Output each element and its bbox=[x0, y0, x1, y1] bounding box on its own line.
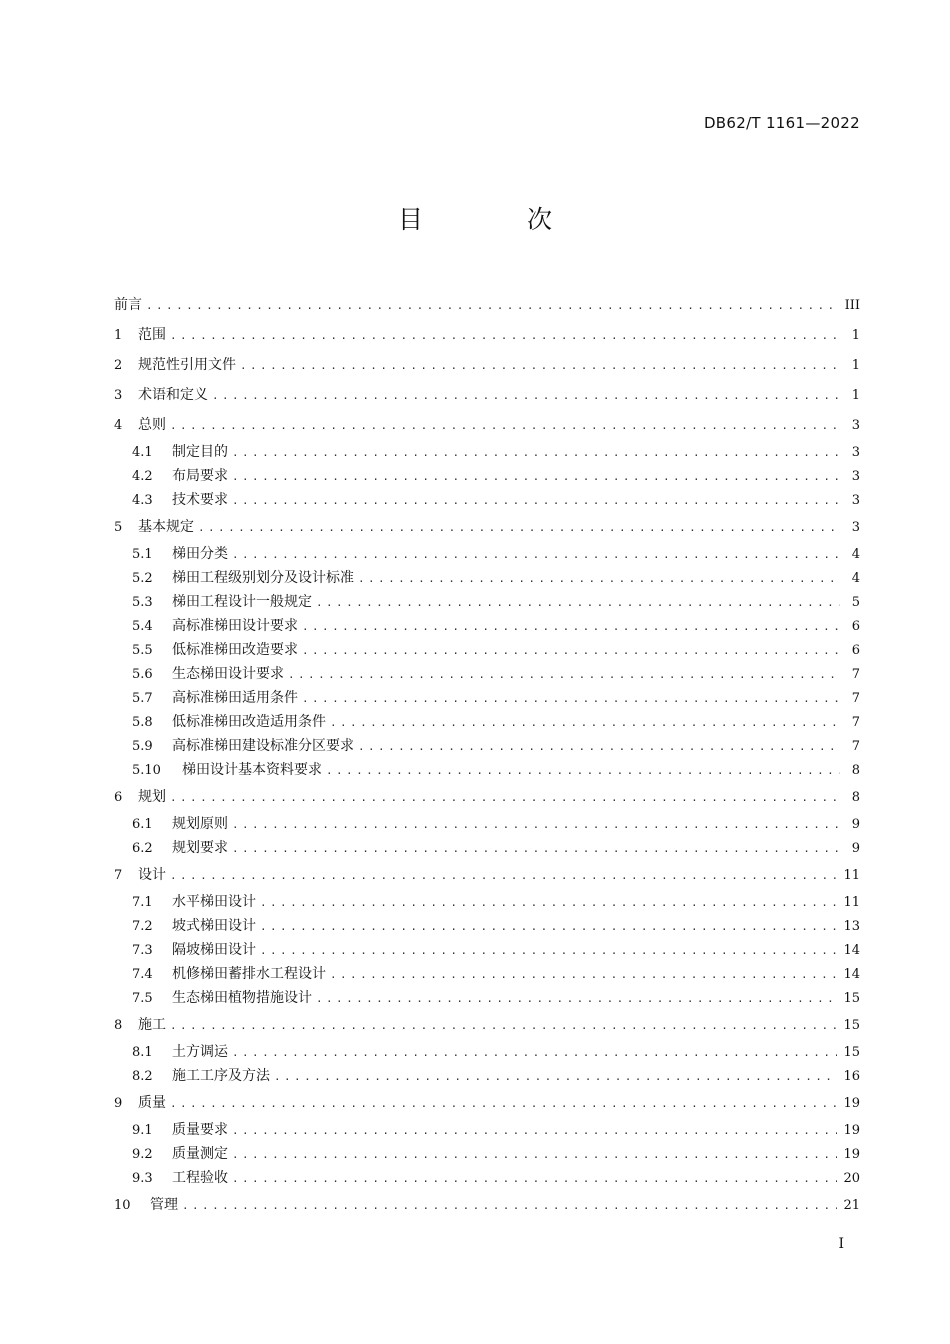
toc-entry-title: 规划要求 bbox=[172, 840, 228, 856]
dot-leader bbox=[232, 1119, 837, 1143]
toc-entry-page: 1 bbox=[851, 388, 860, 403]
toc-entry-title: 质量测定 bbox=[172, 1146, 228, 1162]
toc-entry-page: 11 bbox=[843, 868, 860, 883]
toc-entry-page: 4 bbox=[851, 571, 860, 586]
toc-entry-title: 施工工序及方法 bbox=[172, 1068, 270, 1084]
toc-entry[interactable] bbox=[114, 1064, 860, 1088]
toc-entry-number: 3 bbox=[114, 388, 123, 403]
toc-entry-page: 16 bbox=[843, 1069, 860, 1084]
dot-leader bbox=[232, 489, 840, 513]
toc-entry-title: 梯田分类 bbox=[172, 546, 228, 562]
toc-entry-number: 7.5 bbox=[132, 991, 153, 1006]
toc-entry-title: 施工 bbox=[138, 1017, 166, 1033]
dot-leader bbox=[170, 783, 840, 813]
page-title: 目 次 bbox=[398, 205, 600, 234]
toc-entry[interactable] bbox=[114, 1040, 860, 1064]
toc-entry-page: 14 bbox=[843, 943, 860, 958]
toc-entry[interactable] bbox=[114, 512, 860, 542]
toc-entry-page: 6 bbox=[851, 619, 860, 634]
toc-entry-page: 13 bbox=[843, 919, 860, 934]
toc-entry[interactable] bbox=[114, 464, 860, 488]
toc-entry-page: 7 bbox=[851, 739, 860, 754]
toc-entry[interactable] bbox=[114, 380, 860, 410]
toc-entry-number: 6.2 bbox=[132, 841, 153, 856]
table-of-contents bbox=[114, 290, 860, 1220]
toc-entry-page: 3 bbox=[851, 469, 860, 484]
toc-entry-page: 3 bbox=[851, 493, 860, 508]
dot-leader bbox=[302, 615, 840, 639]
dot-leader bbox=[288, 663, 840, 687]
toc-entry-page: 3 bbox=[851, 418, 860, 433]
standard-code: DB62/T 1161—2022 bbox=[703, 114, 860, 132]
toc-entry-number: 9.3 bbox=[132, 1171, 153, 1186]
toc-entry-title: 质量 bbox=[138, 1095, 166, 1111]
dot-leader bbox=[232, 1167, 837, 1191]
toc-entry-page: 3 bbox=[851, 445, 860, 460]
toc-entry-title: 范围 bbox=[138, 327, 166, 343]
toc-entry-page: 7 bbox=[851, 691, 860, 706]
toc-entry-number: 7.1 bbox=[132, 895, 153, 910]
toc-entry-title: 制定目的 bbox=[172, 444, 228, 460]
dot-leader bbox=[232, 465, 840, 489]
toc-entry[interactable] bbox=[114, 962, 860, 986]
toc-entry[interactable] bbox=[114, 890, 860, 914]
toc-entry-page: 15 bbox=[843, 991, 860, 1006]
toc-entry[interactable] bbox=[114, 614, 860, 638]
toc-entry-number: 10 bbox=[114, 1198, 131, 1213]
dot-leader bbox=[326, 759, 840, 783]
toc-entry-number: 5.10 bbox=[132, 763, 161, 778]
toc-entry-title: 高标准梯田建设标准分区要求 bbox=[172, 738, 354, 754]
toc-entry-number: 9.1 bbox=[132, 1123, 153, 1138]
toc-entry-number: 7.4 bbox=[132, 967, 153, 982]
toc-entry-page: 8 bbox=[851, 763, 860, 778]
dot-leader bbox=[198, 513, 840, 543]
toc-entry-title: 高标准梯田设计要求 bbox=[172, 618, 298, 634]
toc-entry-number: 5.8 bbox=[132, 715, 153, 730]
toc-entry-title: 总则 bbox=[138, 417, 166, 433]
dot-leader bbox=[358, 567, 840, 591]
dot-leader bbox=[302, 639, 840, 663]
dot-leader bbox=[240, 351, 840, 381]
toc-entry-number: 5.5 bbox=[132, 643, 153, 658]
toc-entry-title: 基本规定 bbox=[138, 519, 194, 535]
toc-entry-page: 19 bbox=[843, 1123, 860, 1138]
toc-entry[interactable] bbox=[114, 986, 860, 1010]
toc-entry[interactable] bbox=[114, 1166, 860, 1190]
toc-entry-title: 规划 bbox=[138, 789, 166, 805]
toc-entry[interactable] bbox=[114, 410, 860, 440]
toc-entry-page: 1 bbox=[851, 358, 860, 373]
toc-entry-number: 9.2 bbox=[132, 1147, 153, 1162]
toc-entry-title: 低标准梯田改造适用条件 bbox=[172, 714, 326, 730]
toc-entry[interactable] bbox=[114, 542, 860, 566]
toc-entry-page: 7 bbox=[851, 667, 860, 682]
dot-leader bbox=[232, 441, 840, 465]
dot-leader bbox=[170, 411, 840, 441]
dot-leader bbox=[170, 1089, 837, 1119]
dot-leader bbox=[316, 591, 840, 615]
toc-entry-number: 5.4 bbox=[132, 619, 153, 634]
toc-entry-page: 19 bbox=[843, 1096, 860, 1111]
toc-entry-title: 隔坡梯田设计 bbox=[172, 942, 256, 958]
toc-entry-page: 20 bbox=[843, 1171, 860, 1186]
toc-entry[interactable] bbox=[114, 782, 860, 812]
dot-leader bbox=[316, 987, 837, 1011]
toc-entry-page: 19 bbox=[843, 1147, 860, 1162]
toc-entry-number: 2 bbox=[114, 358, 123, 373]
toc-entry-number: 4.1 bbox=[132, 445, 153, 460]
toc-entry-page: 1 bbox=[851, 328, 860, 343]
toc-entry-number: 8.1 bbox=[132, 1045, 153, 1060]
toc-entry[interactable] bbox=[114, 758, 860, 782]
dot-leader bbox=[170, 1011, 837, 1041]
dot-leader bbox=[182, 1191, 837, 1221]
dot-leader bbox=[274, 1065, 837, 1089]
toc-entry-number: 8 bbox=[114, 1018, 123, 1033]
toc-entry-number: 5.9 bbox=[132, 739, 153, 754]
toc-entry-title: 布局要求 bbox=[172, 468, 228, 484]
toc-entry[interactable] bbox=[114, 1118, 860, 1142]
dot-leader bbox=[358, 735, 840, 759]
toc-entry-page: 9 bbox=[851, 841, 860, 856]
toc-entry-number: 6 bbox=[114, 790, 123, 805]
toc-entry[interactable] bbox=[114, 938, 860, 962]
dot-leader bbox=[330, 711, 840, 735]
toc-entry-title: 梯田工程级别划分及设计标准 bbox=[172, 570, 354, 586]
toc-entry[interactable] bbox=[114, 638, 860, 662]
page-number: I bbox=[838, 1236, 844, 1252]
toc-entry[interactable] bbox=[114, 566, 860, 590]
toc-entry-title: 规划原则 bbox=[172, 816, 228, 832]
toc-entry-title: 术语和定义 bbox=[138, 387, 208, 403]
dot-leader bbox=[260, 891, 837, 915]
dot-leader bbox=[232, 1143, 837, 1167]
toc-entry-number: 5 bbox=[114, 520, 123, 535]
toc-entry-page: 5 bbox=[851, 595, 860, 610]
toc-entry-title: 生态梯田植物措施设计 bbox=[172, 990, 312, 1006]
toc-entry-number: 5.7 bbox=[132, 691, 153, 706]
toc-entry[interactable] bbox=[114, 1190, 860, 1220]
toc-entry-title: 质量要求 bbox=[172, 1122, 228, 1138]
dot-leader bbox=[232, 837, 840, 861]
toc-entry[interactable] bbox=[114, 320, 860, 350]
toc-entry-title: 规范性引用文件 bbox=[138, 357, 236, 373]
toc-entry-title: 生态梯田设计要求 bbox=[172, 666, 284, 682]
toc-entry[interactable] bbox=[114, 836, 860, 860]
toc-entry-page: 8 bbox=[851, 790, 860, 805]
toc-entry[interactable] bbox=[114, 1088, 860, 1118]
toc-entry-page: 4 bbox=[851, 547, 860, 562]
dot-leader bbox=[232, 1041, 837, 1065]
toc-entry[interactable] bbox=[114, 710, 860, 734]
toc-entry-title: 高标准梯田适用条件 bbox=[172, 690, 298, 706]
toc-entry-title: 设计 bbox=[138, 867, 166, 883]
toc-entry-page: 21 bbox=[843, 1198, 860, 1213]
toc-entry-number: 8.2 bbox=[132, 1069, 153, 1084]
toc-entry-page: 9 bbox=[851, 817, 860, 832]
toc-entry-title: 机修梯田蓄排水工程设计 bbox=[172, 966, 326, 982]
toc-entry-number: 4.3 bbox=[132, 493, 153, 508]
toc-entry-page: 11 bbox=[843, 895, 860, 910]
toc-entry-title: 水平梯田设计 bbox=[172, 894, 256, 910]
toc-entry[interactable] bbox=[114, 812, 860, 836]
toc-entry-title: 技术要求 bbox=[172, 492, 228, 508]
dot-leader bbox=[146, 291, 839, 321]
toc-entry-number: 5.3 bbox=[132, 595, 153, 610]
dot-leader bbox=[260, 915, 837, 939]
toc-entry-number: 5.6 bbox=[132, 667, 153, 682]
dot-leader bbox=[170, 861, 837, 891]
toc-entry-number: 9 bbox=[114, 1096, 123, 1111]
dot-leader bbox=[170, 321, 840, 351]
toc-entry-title: 梯田工程设计一般规定 bbox=[172, 594, 312, 610]
toc-entry-number: 6.1 bbox=[132, 817, 153, 832]
toc-entry[interactable] bbox=[114, 1142, 860, 1166]
toc-entry-page: III bbox=[844, 298, 860, 313]
dot-leader bbox=[232, 813, 840, 837]
toc-entry[interactable] bbox=[114, 734, 860, 758]
dot-leader bbox=[212, 381, 840, 411]
toc-entry-number: 5.2 bbox=[132, 571, 153, 586]
toc-entry[interactable] bbox=[114, 914, 860, 938]
toc-entry[interactable] bbox=[114, 290, 860, 320]
toc-entry-number: 4.2 bbox=[132, 469, 153, 484]
toc-entry-title: 工程验收 bbox=[172, 1170, 228, 1186]
toc-entry[interactable] bbox=[114, 686, 860, 710]
toc-entry-page: 6 bbox=[851, 643, 860, 658]
dot-leader bbox=[302, 687, 840, 711]
toc-entry-title: 管理 bbox=[150, 1197, 178, 1213]
toc-entry-page: 3 bbox=[851, 520, 860, 535]
toc-entry[interactable] bbox=[114, 440, 860, 464]
toc-entry-page: 7 bbox=[851, 715, 860, 730]
toc-entry-title: 梯田设计基本资料要求 bbox=[182, 762, 322, 778]
toc-entry-number: 1 bbox=[114, 328, 123, 343]
dot-leader bbox=[260, 939, 837, 963]
toc-entry-page: 15 bbox=[843, 1045, 860, 1060]
toc-entry-title: 土方调运 bbox=[172, 1044, 228, 1060]
toc-entry[interactable] bbox=[114, 350, 860, 380]
dot-leader bbox=[330, 963, 837, 987]
toc-entry-number: 7.3 bbox=[132, 943, 153, 958]
toc-entry-page: 15 bbox=[843, 1018, 860, 1033]
dot-leader bbox=[232, 543, 840, 567]
toc-entry[interactable] bbox=[114, 1010, 860, 1040]
toc-entry[interactable] bbox=[114, 488, 860, 512]
toc-entry[interactable] bbox=[114, 860, 860, 890]
toc-entry-number: 7.2 bbox=[132, 919, 153, 934]
toc-entry-number: 7 bbox=[114, 868, 123, 883]
toc-entry-title: 前言 bbox=[114, 297, 142, 313]
toc-entry-title: 低标准梯田改造要求 bbox=[172, 642, 298, 658]
toc-entry[interactable] bbox=[114, 662, 860, 686]
toc-entry-number: 5.1 bbox=[132, 547, 153, 562]
toc-entry-page: 14 bbox=[843, 967, 860, 982]
toc-entry-number: 4 bbox=[114, 418, 123, 433]
toc-entry[interactable] bbox=[114, 590, 860, 614]
toc-entry-title: 坡式梯田设计 bbox=[172, 918, 256, 934]
